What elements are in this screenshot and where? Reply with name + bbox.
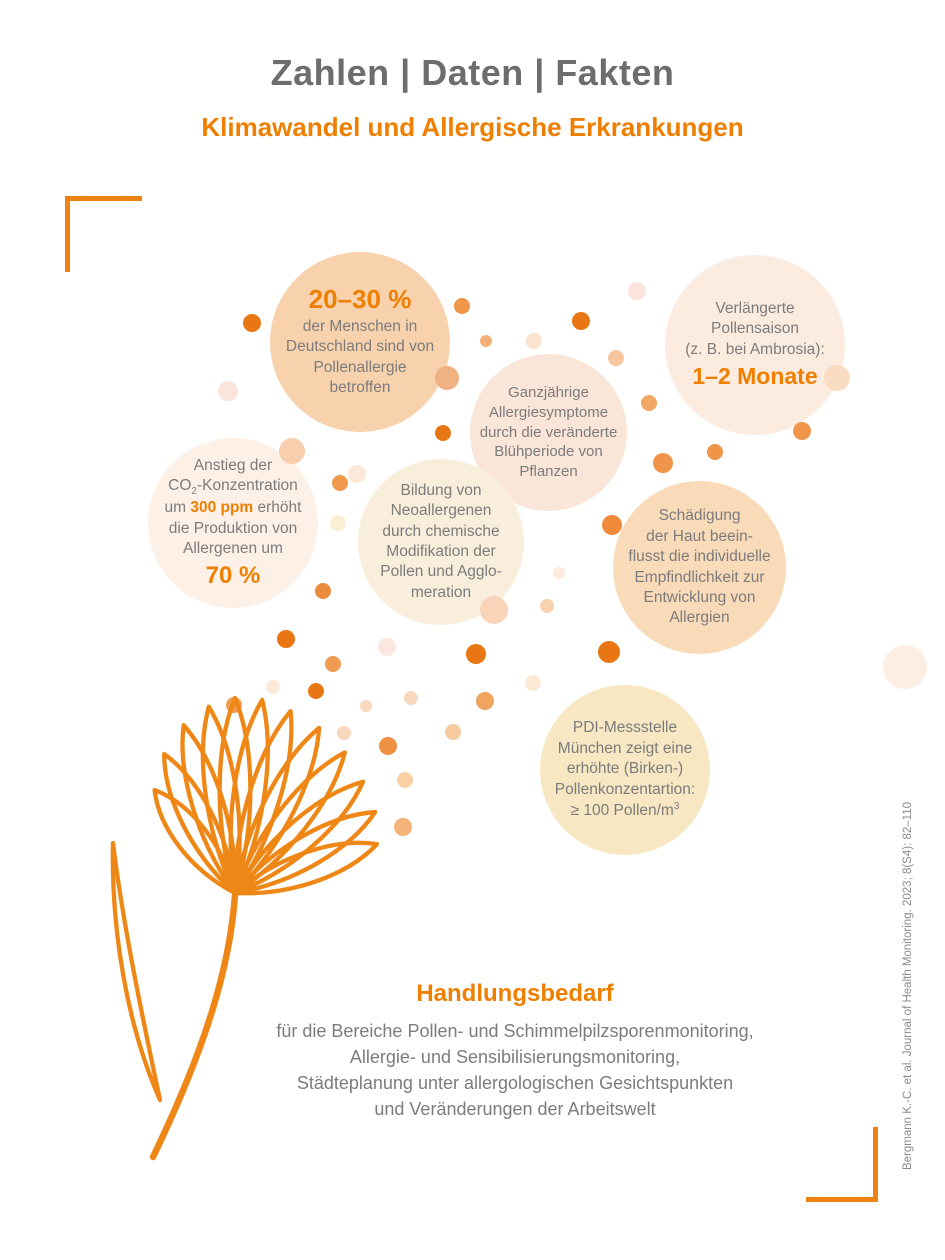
bubble-text-line: durch chemische <box>382 522 500 540</box>
pollen-dot <box>360 700 372 712</box>
corner-bracket-top-left <box>65 196 142 272</box>
action-line: für die Bereiche Pollen- und Schimmelpilzsporenmonitoring, <box>276 1021 754 1041</box>
bubble-text-line: durch die veränderte <box>479 423 618 441</box>
pollen-dot <box>572 312 590 330</box>
bubble-text-line: Anstieg der <box>193 456 273 474</box>
bubble-text-line: flusst die individuelle <box>628 548 771 566</box>
pollen-dot <box>266 680 280 694</box>
pollen-dot <box>308 683 324 699</box>
bubble-text-line: Verlängerte <box>715 300 795 318</box>
pollen-dot <box>218 381 238 401</box>
pollen-dot <box>243 314 261 332</box>
bubble-text-line: die Produktion von <box>168 519 298 537</box>
source-citation: Bergmann K.-C. et al. Journal of Health Monitoring. 2023; 8(S4): 82–110 <box>902 802 914 1170</box>
pollen-dot <box>525 675 541 691</box>
pollen-dot <box>653 453 673 473</box>
flower-petals <box>142 698 382 908</box>
pollen-dot <box>466 644 486 664</box>
bubble-text-line: der Haut beein- <box>646 527 753 545</box>
pollen-dot <box>435 425 451 441</box>
bubble-text-line: Pollen und Agglo- <box>380 563 502 581</box>
pollen-dot <box>397 772 413 788</box>
page-subtitle: Klimawandel und Allergische Erkrankungen <box>201 112 744 142</box>
bubble-text-line: Blühperiode von <box>494 443 603 461</box>
action-heading: Handlungsbedarf <box>416 980 614 1007</box>
bubble-text-line: München zeigt eine <box>557 739 693 757</box>
bubble-text-line: Modifikation der <box>386 543 496 560</box>
pollen-dot <box>277 630 295 648</box>
pollen-dot <box>348 465 366 483</box>
pollen-dot <box>332 475 348 491</box>
action-line: und Veränderungen der Arbeitswelt <box>374 1099 656 1119</box>
bubble-text-line: Ganzjährige <box>508 384 589 401</box>
bubble-text-line: um 300 ppm erhöht <box>164 499 302 517</box>
bubble-text-line: der Menschen in <box>302 318 418 336</box>
bubble-text-line: meration <box>410 583 472 601</box>
pollen-dot <box>378 638 396 656</box>
pollen-dot <box>226 697 242 713</box>
bubble-text-line: Bildung von <box>400 481 482 499</box>
pollen-dot <box>379 737 397 755</box>
bubble-neoallergene <box>358 459 524 625</box>
pollen-dot <box>404 691 418 705</box>
pollen-dot <box>454 298 470 314</box>
stat-pollensaison-value: 1–2 Monate <box>692 363 818 390</box>
pollen-dot <box>394 818 412 836</box>
bubble-text-line: Neoallergenen <box>390 502 492 520</box>
bubble-text-line: (z. B. bei Ambrosia): <box>685 340 825 358</box>
pollen-dot <box>628 282 646 300</box>
bubble-text-line: Allergien <box>669 609 730 627</box>
bubble-text-line: PDI-Messstelle <box>572 719 678 737</box>
bubble-text-line: Schädigung <box>658 507 741 525</box>
bubble-text-line: $CO_2$-Konzentration <box>168 477 298 498</box>
bubble-text-line: Pflanzen <box>519 463 578 481</box>
bubble-text-line: Allergenen um <box>183 540 283 558</box>
stat-co2-value: 70 % <box>205 561 261 589</box>
pollen-dot <box>883 645 927 689</box>
action-line: Städteplanung unter allergologischen Gesichtspunkten <box>296 1073 734 1093</box>
bubble-text-line: Pollenkonzentartion: <box>554 780 696 798</box>
action-line: Allergie- und Sensibilisierungsmonitoring, <box>349 1047 681 1067</box>
stat-ppm-value: 300 ppm <box>190 499 254 517</box>
bubble-text-line: betroffen <box>329 379 391 397</box>
pollen-dot <box>598 641 620 663</box>
pollen-dot <box>553 567 565 579</box>
stat-pollen-concentration: ≥ 100 Pollen/$m^3$ <box>570 801 680 820</box>
bubble-text-line: Pollensaison <box>711 320 799 338</box>
pollen-dot <box>540 599 554 613</box>
pollen-dot <box>526 333 542 349</box>
bubble-text-line: Deutschland sind von <box>285 338 435 356</box>
bubble-pollensaison <box>665 255 845 435</box>
pollen-dot <box>707 444 723 460</box>
pollen-dot <box>480 335 492 347</box>
pollen-dot <box>330 515 346 531</box>
pollen-dot <box>476 692 494 710</box>
pollen-dot <box>315 583 331 599</box>
page-title: Zahlen | Daten | Fakten <box>270 52 675 93</box>
bubble-pollenallergie <box>270 252 450 432</box>
pollen-dot <box>337 726 351 740</box>
bubble-text-line: erhöhte (Birken-) <box>566 760 684 778</box>
pollen-dot <box>445 724 461 740</box>
bubble-text-line: Empfindlichkeit zur <box>634 568 765 586</box>
bubble-text-line: Entwicklung von <box>643 588 756 606</box>
action-section <box>110 980 920 1122</box>
bubble-text-line: Pollenallergie <box>313 358 407 376</box>
stat-pollenallergie-value: 20–30 % <box>308 284 412 315</box>
bubble-hautschaedigung <box>613 481 786 654</box>
corner-bracket-bottom-right <box>806 1127 878 1202</box>
bubble-text-line: Allergiesymptome <box>488 403 609 421</box>
bubble-pdi-messstelle <box>540 685 710 855</box>
pollen-dot <box>325 656 341 672</box>
pollen-dot <box>641 395 657 411</box>
pollen-dot <box>608 350 624 366</box>
bubble-co2-konzentration <box>148 438 318 608</box>
